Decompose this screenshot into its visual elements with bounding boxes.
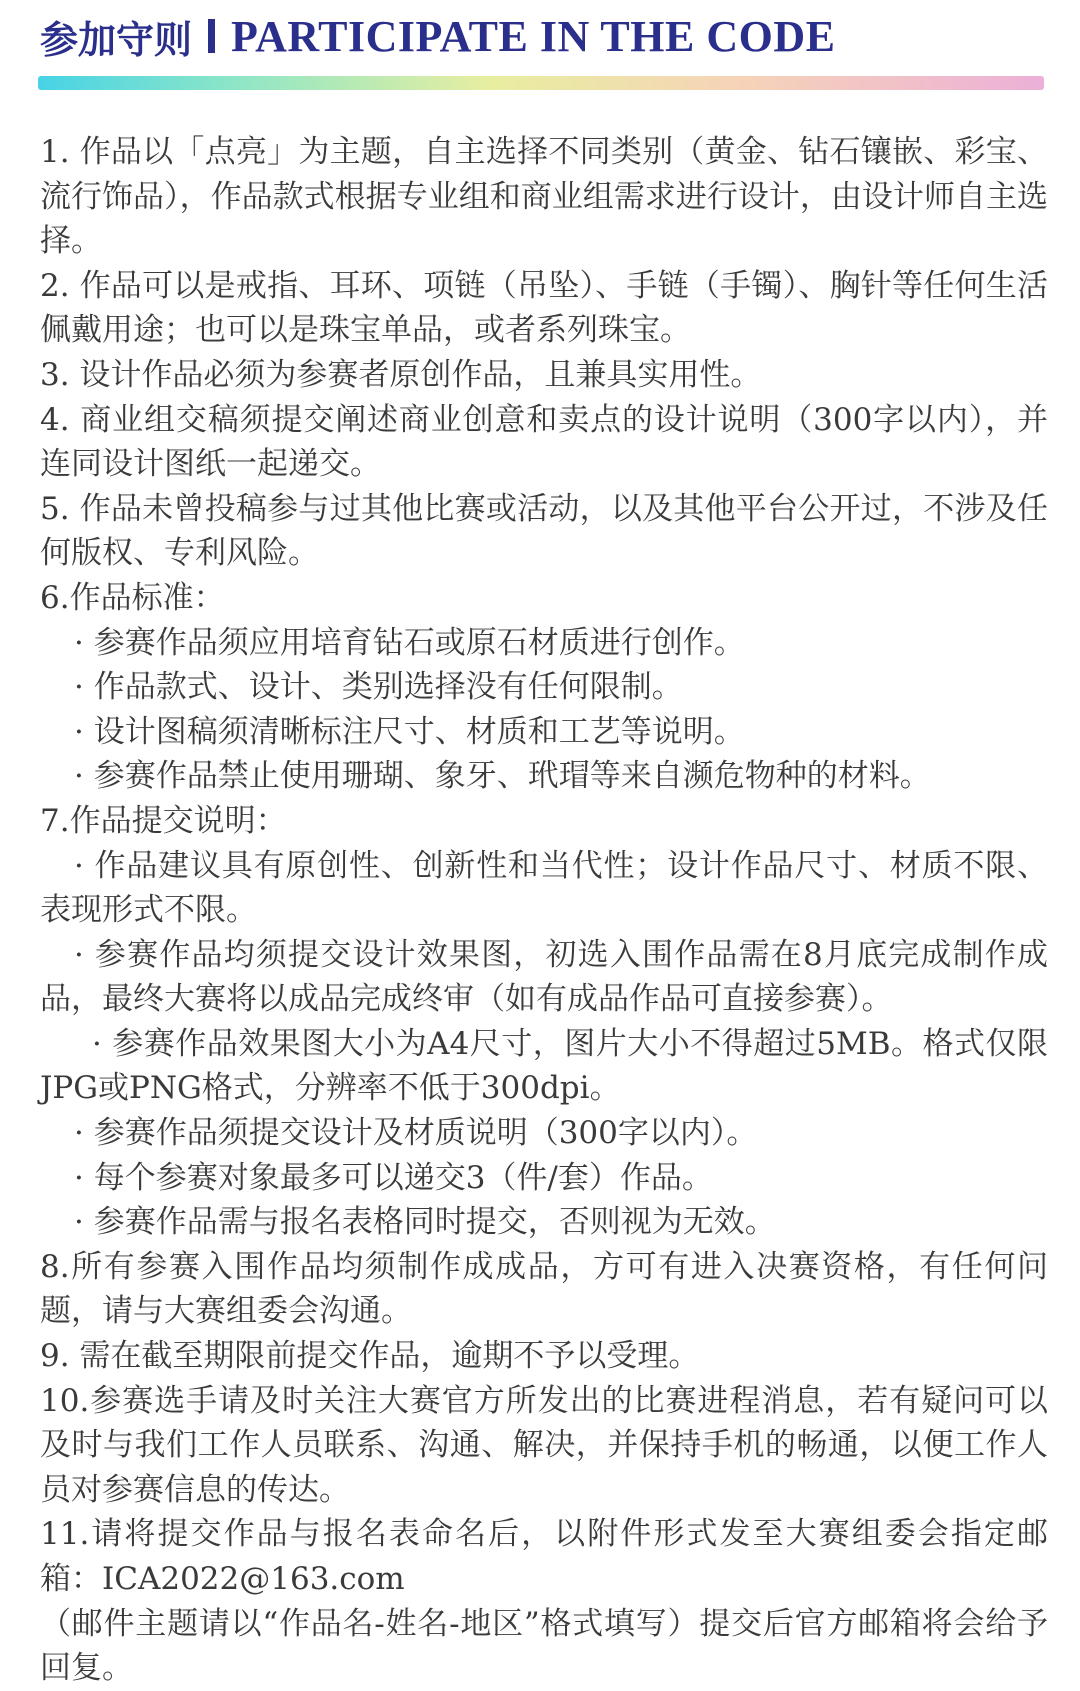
rule-1: 1. 作品以「点亮」为主题，自主选择不同类别（黄金、钻石镶嵌、彩宝、流行饰品），作品款式根据专业组和商业组需求进行设计，由设计师自主选择。 [40,134,1048,260]
rule-6-title: 6.作品标准： [40,579,225,616]
rule-5: 5. 作品未曾投稿参与过其他比赛或活动，以及其他平台公开过，不涉及任何版权、专利风险。 [40,490,1048,572]
rule-6-item: · 设计图稿须清晰标注尺寸、材质和工艺等说明。 [74,713,745,750]
rule-3: 3. 设计作品必须为参赛者原创作品，且兼具实用性。 [40,356,762,393]
rule-9: 9. 需在截至期限前提交作品，逾期不予以受理。 [40,1338,700,1375]
rule-6-item: · 参赛作品禁止使用珊瑚、象牙、玳瑁等来自濒危物种的材料。 [74,758,931,795]
rule-6-item: · 参赛作品须应用培育钻石或原石材质进行创作。 [74,624,745,661]
rule-7-item: · 参赛作品效果图大小为A4尺寸，图片大小不得超过5MB。格式仅限JPG或PNG格式，分辨率不低于300dpi。 [40,1025,1048,1107]
gradient-divider [38,76,1044,90]
title-separator [208,19,215,53]
rule-7-item: · 参赛作品需与报名表格同时提交，否则视为无效。 [74,1204,776,1241]
rule-8: 8.所有参赛入围作品均须制作成成品，方可有进入决赛资格，有任何问题，请与大赛组委会沟通。 [40,1248,1048,1330]
rule-7-item: · 作品建议具有原创性、创新性和当代性；设计作品尺寸、材质不限、表现形式不限。 [40,847,1048,929]
section-title-en: PARTICIPATE IN THE CODE [231,11,836,61]
rule-11: 11.请将提交作品与报名表命名后，以附件形式发至大赛组委会指定邮箱：ICA2022@163.com [40,1516,1048,1597]
rule-10: 10.参赛选手请及时关注大赛官方所发出的比赛进程消息，若有疑问可以及时与我们工作人员联系、沟通、解决，并保持手机的畅通，以便工作人员对参赛信息的传达。 [40,1382,1048,1508]
rules-list [40,130,1048,1691]
rule-7-title: 7.作品提交说明： [40,802,287,839]
section-header [40,8,835,64]
rule-11-note: （邮件主题请以“作品名-姓名-地区”格式填写）提交后官方邮箱将会给予回复。 [40,1605,1048,1687]
rule-2: 2. 作品可以是戒指、耳环、项链（吊坠）、手链（手镯）、胸针等任何生活佩戴用途；也可以是珠宝单品，或者系列珠宝。 [40,267,1048,349]
rule-4: 4. 商业组交稿须提交阐述商业创意和卖点的设计说明（300字以内），并连同设计图纸一起递交。 [40,401,1048,483]
rule-6-item: · 作品款式、设计、类别选择没有任何限制。 [74,669,683,706]
section-title-cn: 参加守则 [40,17,193,62]
rule-7-item: · 参赛作品均须提交设计效果图，初选入围作品需在8月底完成制作成品，最终大赛将以成品完成终审（如有成品作品可直接参赛）。 [40,936,1048,1018]
rule-7-item: · 参赛作品须提交设计及材质说明（300字以内）。 [74,1115,758,1152]
rule-7-item: · 每个参赛对象最多可以递交3（件/套）作品。 [74,1159,713,1196]
